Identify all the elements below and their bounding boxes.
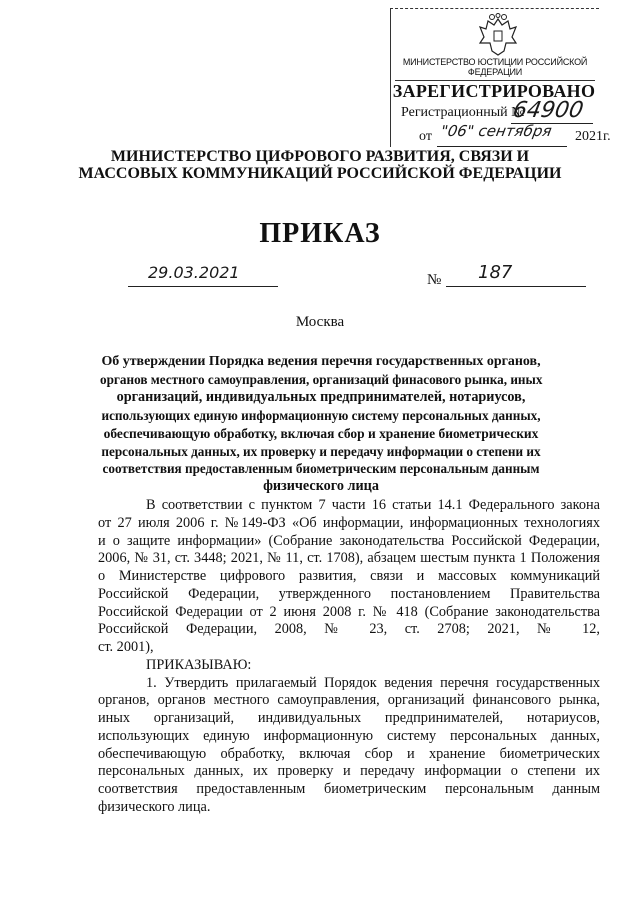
decree-word: ПРИКАЗЫВАЮ: bbox=[146, 656, 252, 673]
subject-line: физического лица bbox=[263, 478, 379, 495]
body-line: о Министерстве цифрового развития, связи и массовых коммуникаций bbox=[98, 568, 600, 584]
city: Москва bbox=[295, 314, 345, 330]
body-line: персональных данных, их проверку и передачу информации о степени их bbox=[98, 763, 600, 780]
body-line: 1. Утвердить прилагаемый Порядок ведения перечня государственных bbox=[146, 674, 600, 691]
subject-line: персональных данных, их проверку и передачу информации о степени их bbox=[101, 443, 541, 459]
stamp-handwritten-date: "06" сентября bbox=[439, 122, 554, 140]
order-date-underline bbox=[128, 286, 278, 287]
number-sign: № bbox=[427, 272, 442, 288]
body-line: 2006, № 31, ст. 3448; 2021, № 11, ст. 1708), абзацем шестым пункта 1 Положения bbox=[98, 550, 600, 567]
order-date: 29.03.2021 bbox=[148, 263, 240, 282]
subject-line: использующих единую информационную систему персональных данных, bbox=[101, 407, 541, 423]
stamp-date-year: 2021г. bbox=[574, 129, 611, 144]
body-line: ст. 2001), bbox=[98, 639, 154, 655]
subject-line: соответствия предоставленным биометрическим персональным данным bbox=[102, 461, 540, 477]
order-subject bbox=[100, 353, 542, 496]
stamp-reg-number: 64900 bbox=[510, 98, 586, 123]
subject-line: органов местного самоуправления, организаций финасового рынка, иных bbox=[100, 371, 543, 387]
body-line: В соответствии с пунктом 7 части 16 статьи 14.1 Федерального закона bbox=[146, 497, 600, 513]
subject-line: обеспечивающую обработку, включая сбор и хранение биометрических bbox=[103, 425, 539, 441]
order-body bbox=[98, 497, 600, 817]
body-line: Российской Федерации от 2 июня 2008 г. № 418 (Собрание законодательства bbox=[98, 603, 600, 620]
ministry-name-line-1: МИНИСТЕРСТВО ЦИФРОВОГО РАЗВИТИЯ, СВЯЗИ И bbox=[110, 148, 530, 165]
stamp-date-underline bbox=[437, 146, 567, 147]
subject-line: организаций, индивидуальных предпринимателей, нотариусов, bbox=[116, 388, 526, 405]
body-line: физического лица. bbox=[98, 798, 211, 815]
document-title: ПРИКАЗ bbox=[259, 218, 381, 249]
body-line: от 27 июля 2006 г. №149-ФЗ «Об информации, информационных технологиях bbox=[98, 514, 600, 531]
body-line: иных организаций, индивидуальных предпринимателей, нотариусов, bbox=[98, 710, 600, 726]
body-line: Российской Федерации, утвержденного постановлением Правительства bbox=[98, 585, 600, 602]
body-line: и о защите информации» (Собрание законодательства Российской Федерации, bbox=[98, 532, 600, 549]
coat-of-arms-icon bbox=[478, 13, 518, 57]
body-line: обеспечивающую обработку, включая сбор и хранение биометрических bbox=[98, 745, 600, 762]
order-number: 187 bbox=[478, 262, 513, 283]
stamp-registered-label: ЗАРЕГИСТРИРОВАНО bbox=[392, 81, 596, 101]
body-line: использующих единую информационную систему персональных данных, bbox=[98, 727, 600, 744]
subject-line: Об утверждении Порядка ведения перечня государственных органов, bbox=[101, 354, 541, 369]
order-number-underline bbox=[446, 286, 586, 287]
body-line: соответствия предоставленным биометрическим персональным данным bbox=[98, 781, 600, 797]
stamp-date-prefix: от bbox=[419, 129, 432, 144]
stamp-reg-label: Регистрационный № bbox=[401, 105, 525, 120]
registration-stamp bbox=[390, 8, 611, 147]
body-line: органов, органов местного самоуправления, организаций финансового рынка, bbox=[98, 692, 600, 709]
body-line: Российской Федерации, 2008, № 23, ст. 2708; 2021, № 12, bbox=[98, 621, 600, 638]
stamp-ministry-name: МИНИСТЕРСТВО ЮСТИЦИИ РОССИЙСКОЙ ФЕДЕРАЦИИ bbox=[395, 57, 595, 81]
ministry-name-line-2: МАССОВЫХ КОММУНИКАЦИЙ РОССИЙСКОЙ ФЕДЕРАЦИИ bbox=[78, 165, 562, 182]
